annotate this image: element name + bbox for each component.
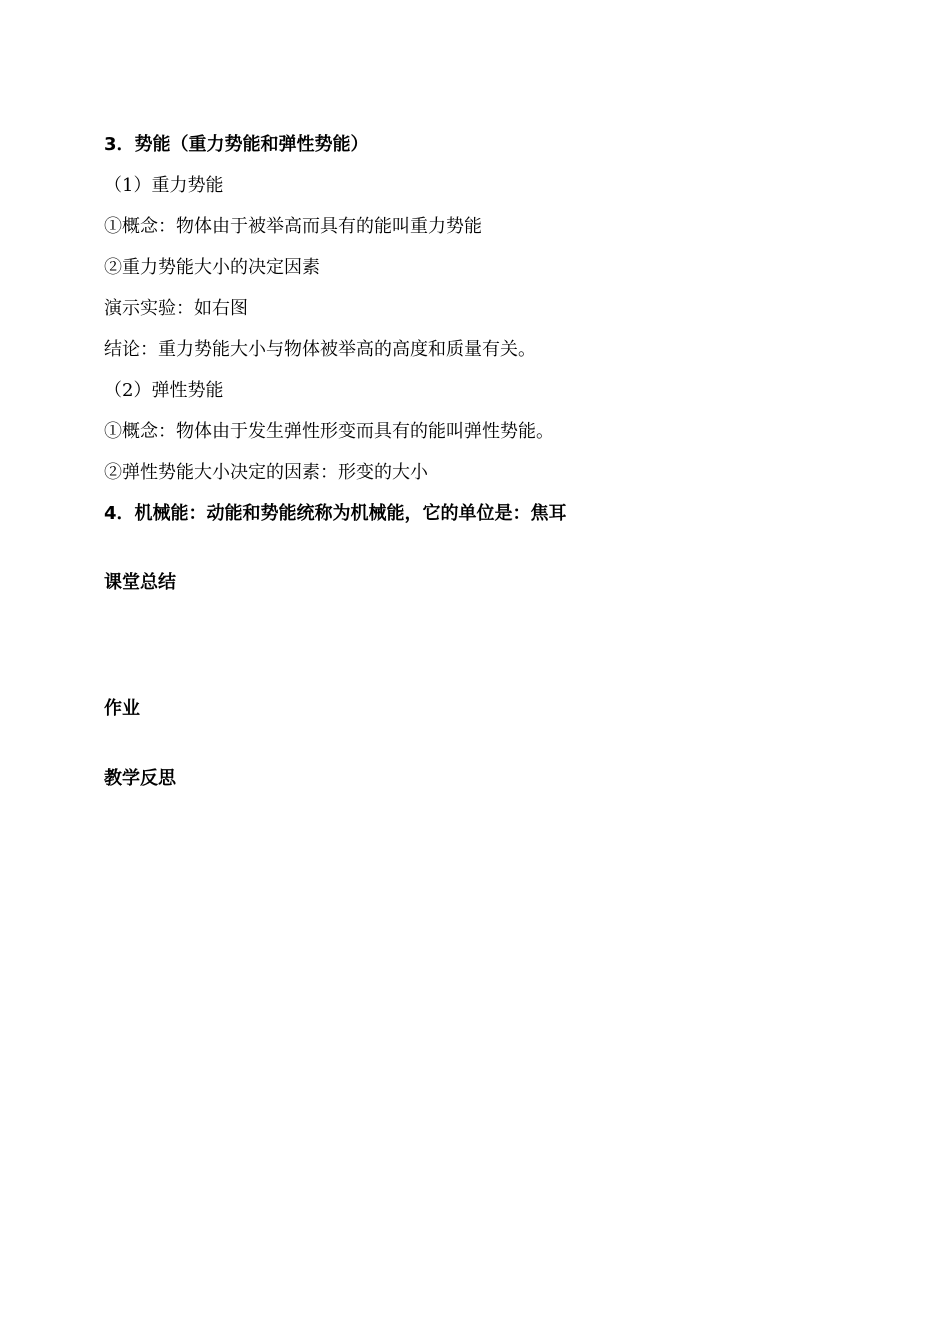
gravitational-concept-line: ①概念：物体由于被举高而具有的能叫重力势能 xyxy=(104,216,482,237)
gravitational-factors-line: ②重力势能大小的决定因素 xyxy=(104,257,320,278)
demo-experiment-line: 演示实验：如右图 xyxy=(104,298,248,319)
section-3-heading: 3．势能（重力势能和弹性势能） xyxy=(104,134,369,155)
class-summary-heading: 课堂总结 xyxy=(104,572,176,593)
subsection-elastic-heading: （2）弹性势能 xyxy=(104,380,224,401)
conclusion-line: 结论：重力势能大小与物体被举高的高度和质量有关。 xyxy=(104,339,536,360)
subsection-gravitational-heading: （1）重力势能 xyxy=(104,175,224,196)
section-4-mechanical-energy: 4．机械能：动能和势能统称为机械能，它的单位是：焦耳 xyxy=(104,503,567,524)
elastic-factors-line: ②弹性势能大小决定的因素：形变的大小 xyxy=(104,462,428,483)
teaching-reflection-heading: 教学反思 xyxy=(104,768,176,789)
homework-heading: 作业 xyxy=(104,698,140,719)
elastic-concept-line: ①概念：物体由于发生弹性形变而具有的能叫弹性势能。 xyxy=(104,421,554,442)
